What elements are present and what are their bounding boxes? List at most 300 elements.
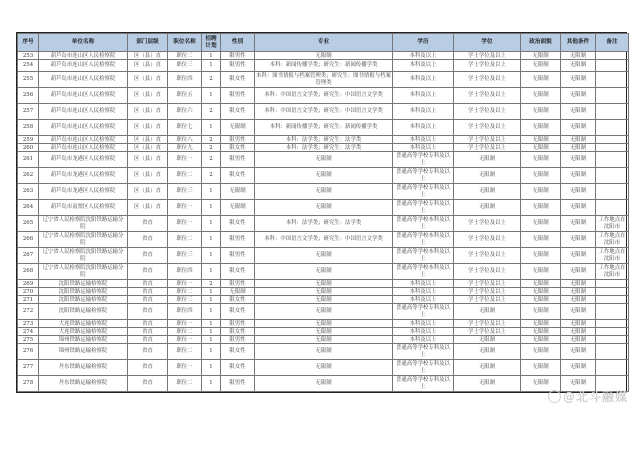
cell-unit-name: 葫芦岛市龙港区人民检察院 bbox=[39, 168, 128, 184]
cell-major: 本科：法学类；研究生：法学类 bbox=[255, 216, 393, 232]
cell-political-status: 无限制 bbox=[521, 336, 561, 344]
cell-education: 本科及以上 bbox=[393, 72, 454, 88]
cell-unit-name: 葫芦岛市连山区人民检察院 bbox=[39, 52, 128, 60]
cell-degree: 学士学位及以上 bbox=[454, 264, 521, 280]
cell-remarks bbox=[596, 328, 629, 336]
cell-position-name: 职位二 bbox=[168, 376, 202, 392]
cell-recruit-plan: 2 bbox=[202, 72, 221, 88]
cell-recruit-plan: 1 bbox=[202, 264, 221, 280]
cell-department-level: 区（县）直 bbox=[128, 200, 168, 216]
cell-other-conditions: 无限制 bbox=[561, 184, 596, 200]
cell-department-level: 区（县）直 bbox=[128, 184, 168, 200]
cell-department-level: 省直 bbox=[128, 248, 168, 264]
cell-position-name: 职位二 bbox=[168, 168, 202, 184]
cell-other-conditions: 无限制 bbox=[561, 152, 596, 168]
cell-recruit-plan: 2 bbox=[202, 144, 221, 152]
cell-position-name: 职位三 bbox=[168, 60, 202, 72]
table-row bbox=[18, 344, 629, 360]
header-unit-name: 单位名称 bbox=[39, 34, 128, 52]
cell-education: 普通高等学校本科及以上 bbox=[393, 248, 454, 264]
cell-degree: 无限制 bbox=[454, 336, 521, 344]
cell-unit-name: 锦州铁路运输检察院 bbox=[39, 336, 128, 344]
cell-major: 无限制 bbox=[255, 344, 393, 360]
cell-political-status: 无限制 bbox=[521, 88, 561, 104]
cell-gender: 无限制 bbox=[221, 200, 255, 216]
cell-position-name: 职位一 bbox=[168, 360, 202, 376]
cell-education: 普通高等学校本科及以上 bbox=[393, 216, 454, 232]
cell-department-level: 区（县）直 bbox=[128, 144, 168, 152]
header-other-conditions: 其他条件 bbox=[561, 34, 596, 52]
cell-political-status: 无限制 bbox=[521, 320, 561, 328]
cell-political-status: 无限制 bbox=[521, 280, 561, 288]
cell-serial-no: 263 bbox=[18, 184, 39, 200]
cell-political-status: 无限制 bbox=[521, 344, 561, 360]
table-row bbox=[18, 264, 629, 280]
cell-major: 本科：图书情报与档案管理类；研究生：图书情报与档案管理类 bbox=[256, 72, 391, 86]
cell-degree: 学士学位及以上 bbox=[454, 120, 521, 136]
cell-gender: 限男性 bbox=[221, 88, 255, 104]
cell-unit-name: 沈阳铁路运输检察院 bbox=[39, 304, 128, 320]
cell-recruit-plan: 1 bbox=[202, 52, 221, 60]
cell-serial-no: 275 bbox=[18, 336, 39, 344]
cell-recruit-plan: 1 bbox=[202, 88, 221, 104]
table-row bbox=[18, 336, 629, 344]
cell-degree: 学士学位及以上 bbox=[454, 136, 521, 144]
cell-gender: 限女性 bbox=[221, 328, 255, 336]
watermark-text: @北斗融媒 bbox=[562, 390, 628, 404]
cell-unit-name: 葫芦岛市龙港区人民检察院 bbox=[39, 184, 128, 200]
cell-recruit-plan: 1 bbox=[202, 376, 221, 392]
cell-other-conditions: 无限制 bbox=[561, 336, 596, 344]
cell-recruit-plan: 1 bbox=[202, 296, 221, 304]
cell-department-level: 区（县）直 bbox=[128, 60, 168, 72]
cell-political-status: 无限制 bbox=[521, 152, 561, 168]
cell-position-name: 职位九 bbox=[168, 144, 202, 152]
cell-remarks bbox=[596, 304, 629, 320]
cell-political-status: 无限制 bbox=[521, 168, 561, 184]
cell-position-name: 职位七 bbox=[168, 120, 202, 136]
cell-serial-no: 260 bbox=[18, 144, 39, 152]
cell-position-name: 职位五 bbox=[168, 88, 202, 104]
cell-remarks bbox=[596, 168, 629, 184]
cell-department-level: 省直 bbox=[128, 336, 168, 344]
cell-position-name: 职位二 bbox=[168, 328, 202, 336]
cell-education: 本科及以上 bbox=[393, 88, 454, 104]
cell-recruit-plan: 1 bbox=[202, 288, 221, 296]
cell-other-conditions: 无限制 bbox=[561, 72, 596, 88]
cell-recruit-plan: 1 bbox=[202, 360, 221, 376]
cell-recruit-plan: 1 bbox=[202, 344, 221, 360]
cell-degree: 学士学位及以上 bbox=[454, 288, 521, 296]
cell-remarks bbox=[596, 136, 629, 144]
header-gender: 性别 bbox=[221, 34, 255, 52]
cell-major: 无限制 bbox=[255, 296, 393, 304]
cell-major: 本科：新闻传播学类；研究生：新闻传播学类 bbox=[255, 60, 393, 72]
cell-degree: 学士学位及以上 bbox=[454, 280, 521, 288]
cell-department-level: 省直 bbox=[128, 344, 168, 360]
cell-department-level: 省直 bbox=[128, 320, 168, 328]
cell-degree: 学士学位及以上 bbox=[454, 52, 521, 60]
cell-major: 无限制 bbox=[255, 264, 393, 280]
cell-education: 普通高等学校专科及以上 bbox=[393, 344, 454, 360]
cell-degree: 学士学位及以上 bbox=[454, 248, 521, 264]
cell-recruit-plan: 1 bbox=[202, 304, 221, 320]
cell-other-conditions: 无限制 bbox=[561, 200, 596, 216]
cell-major: 无限制 bbox=[255, 200, 393, 216]
cell-remarks bbox=[596, 184, 629, 200]
cell-political-status: 无限制 bbox=[521, 120, 561, 136]
table-row bbox=[18, 296, 629, 304]
cell-remarks bbox=[596, 360, 629, 376]
cell-major: 无限制 bbox=[255, 52, 393, 60]
cell-remarks bbox=[596, 152, 629, 168]
cell-education: 本科及以上 bbox=[393, 280, 454, 288]
cell-recruit-plan: 2 bbox=[202, 136, 221, 144]
cell-political-status: 无限制 bbox=[521, 376, 561, 392]
cell-political-status: 无限制 bbox=[521, 304, 561, 320]
cell-gender: 限女性 bbox=[221, 72, 255, 88]
header-education: 学历 bbox=[393, 34, 454, 52]
table-row bbox=[18, 200, 629, 216]
cell-education: 本科及以上 bbox=[393, 288, 454, 296]
cell-other-conditions: 无限制 bbox=[561, 288, 596, 296]
cell-major: 本科：新闻传播学类；研究生：新闻传播学类 bbox=[255, 120, 393, 136]
cell-gender: 限女性 bbox=[221, 144, 255, 152]
cell-recruit-plan: 1 bbox=[202, 60, 221, 72]
cell-remarks bbox=[596, 336, 629, 344]
table-row bbox=[18, 216, 629, 232]
cell-unit-name: 丹东铁路运输检察院 bbox=[39, 360, 128, 376]
paw-logo-icon bbox=[548, 390, 561, 403]
cell-department-level: 区（县）直 bbox=[128, 72, 168, 88]
recruitment-table-sheet bbox=[16, 32, 627, 393]
cell-position-name: 职位三 bbox=[168, 296, 202, 304]
cell-other-conditions: 无限制 bbox=[561, 136, 596, 144]
cell-degree: 无限制 bbox=[454, 152, 521, 168]
header-department-level: 部门层级 bbox=[128, 34, 168, 52]
cell-political-status: 无限制 bbox=[521, 184, 561, 200]
cell-unit-name: 沈阳铁路运输检察院 bbox=[39, 280, 128, 288]
cell-position-name: 职位二 bbox=[168, 344, 202, 360]
cell-political-status: 无限制 bbox=[521, 232, 561, 248]
cell-unit-name: 葫芦岛市龙港区人民检察院 bbox=[39, 152, 128, 168]
cell-education: 普通高等学校专科及以上 bbox=[393, 304, 454, 320]
cell-unit-name: 葫芦岛市连山区人民检察院 bbox=[39, 104, 128, 120]
cell-recruit-plan: 1 bbox=[202, 248, 221, 264]
cell-degree: 学士学位及以上 bbox=[454, 88, 521, 104]
cell-education: 本科及以上 bbox=[393, 336, 454, 344]
cell-recruit-plan: 2 bbox=[202, 280, 221, 288]
table-row bbox=[18, 248, 629, 264]
cell-remarks bbox=[596, 60, 629, 72]
cell-education: 本科及以上 bbox=[393, 144, 454, 152]
cell-serial-no: 255 bbox=[18, 72, 39, 88]
cell-department-level: 区（县）直 bbox=[128, 168, 168, 184]
cell-serial-no: 268 bbox=[18, 264, 39, 280]
cell-remarks bbox=[596, 104, 629, 120]
cell-other-conditions: 无限制 bbox=[561, 120, 596, 136]
cell-position-name: 职位一 bbox=[168, 200, 202, 216]
cell-major: 无限制 bbox=[255, 280, 393, 288]
table-row bbox=[18, 328, 629, 336]
cell-gender: 限男性 bbox=[221, 52, 255, 60]
table-header-row bbox=[18, 34, 629, 52]
cell-education: 本科及以上 bbox=[393, 60, 454, 72]
cell-position-name: 职位三 bbox=[168, 248, 202, 264]
cell-major: 无限制 bbox=[255, 248, 393, 264]
table-body bbox=[18, 52, 629, 392]
cell-department-level: 省直 bbox=[128, 280, 168, 288]
cell-other-conditions: 无限制 bbox=[561, 168, 596, 184]
cell-department-level: 区（县）直 bbox=[128, 104, 168, 120]
cell-recruit-plan: 2 bbox=[202, 152, 221, 168]
cell-remarks: 工作地点在沈阳市 bbox=[596, 216, 629, 232]
cell-serial-no: 262 bbox=[18, 168, 39, 184]
cell-unit-name: 辽宁省人民检察院沈阳铁路运输分院 bbox=[39, 264, 128, 280]
cell-gender: 限男性 bbox=[221, 152, 255, 168]
cell-department-level: 区（县）直 bbox=[128, 52, 168, 60]
cell-political-status: 无限制 bbox=[521, 248, 561, 264]
cell-remarks bbox=[596, 280, 629, 288]
table-row bbox=[18, 288, 629, 296]
cell-major: 无限制 bbox=[255, 168, 393, 184]
cell-degree: 无限制 bbox=[454, 200, 521, 216]
cell-major: 无限制 bbox=[255, 288, 393, 296]
cell-degree: 学士学位及以上 bbox=[454, 72, 521, 88]
header-major: 专业 bbox=[255, 34, 393, 52]
cell-gender: 限女性 bbox=[221, 168, 255, 184]
cell-unit-name: 葫芦岛市连山区人民检察院 bbox=[39, 72, 128, 88]
cell-remarks bbox=[596, 88, 629, 104]
cell-department-level: 区（县）直 bbox=[128, 88, 168, 104]
recruitment-table bbox=[17, 33, 629, 392]
table-row bbox=[18, 136, 629, 144]
cell-other-conditions: 无限制 bbox=[561, 280, 596, 288]
cell-political-status: 无限制 bbox=[521, 104, 561, 120]
cell-serial-no: 253 bbox=[18, 52, 39, 60]
cell-position-name: 职位一 bbox=[168, 152, 202, 168]
cell-department-level: 省直 bbox=[128, 216, 168, 232]
cell-serial-no: 273 bbox=[18, 320, 39, 328]
cell-unit-name: 大连铁路运输检察院 bbox=[39, 320, 128, 328]
cell-political-status: 无限制 bbox=[521, 288, 561, 296]
cell-recruit-plan: 1 bbox=[202, 320, 221, 328]
cell-recruit-plan: 2 bbox=[202, 104, 221, 120]
header-political-status: 政治面貌 bbox=[521, 34, 561, 52]
cell-degree: 学士学位及以上 bbox=[454, 320, 521, 328]
cell-department-level: 省直 bbox=[128, 232, 168, 248]
cell-degree: 学士学位及以上 bbox=[454, 216, 521, 232]
cell-serial-no: 269 bbox=[18, 280, 39, 288]
cell-gender: 限女性 bbox=[221, 296, 255, 304]
cell-degree: 学士学位及以上 bbox=[454, 104, 521, 120]
cell-remarks bbox=[596, 120, 629, 136]
table-row bbox=[18, 60, 629, 72]
cell-degree: 学士学位及以上 bbox=[454, 144, 521, 152]
cell-major: 本科：法学类；研究生：法学类 bbox=[255, 136, 393, 144]
cell-unit-name: 辽宁省人民检察院沈阳铁路运输分院 bbox=[39, 248, 128, 264]
cell-gender: 限男性 bbox=[221, 376, 255, 392]
cell-political-status: 无限制 bbox=[521, 144, 561, 152]
cell-other-conditions: 无限制 bbox=[561, 248, 596, 264]
cell-other-conditions: 无限制 bbox=[561, 216, 596, 232]
table-row bbox=[18, 72, 629, 88]
cell-other-conditions: 无限制 bbox=[561, 144, 596, 152]
cell-other-conditions: 无限制 bbox=[561, 232, 596, 248]
cell-gender: 无限制 bbox=[221, 184, 255, 200]
table-row bbox=[18, 120, 629, 136]
cell-education: 普通高等学校专科及以上 bbox=[393, 184, 454, 200]
cell-political-status: 无限制 bbox=[521, 52, 561, 60]
cell-other-conditions: 无限制 bbox=[561, 304, 596, 320]
cell-major: 无限制 bbox=[255, 320, 393, 328]
header-remarks: 备注 bbox=[596, 34, 629, 52]
cell-remarks: 工作地点在沈阳市 bbox=[596, 264, 629, 280]
cell-education: 普通高等学校专科及以上 bbox=[393, 360, 454, 376]
cell-degree: 学士学位及以上 bbox=[454, 328, 521, 336]
cell-department-level: 省直 bbox=[128, 360, 168, 376]
cell-major: 无限制 bbox=[255, 184, 393, 200]
table-row bbox=[18, 144, 629, 152]
cell-unit-name: 沈阳铁路运输检察院 bbox=[39, 296, 128, 304]
cell-position-name: 职位三 bbox=[168, 184, 202, 200]
cell-major: 无限制 bbox=[255, 336, 393, 344]
cell-serial-no: 257 bbox=[18, 104, 39, 120]
cell-serial-no: 265 bbox=[18, 216, 39, 232]
cell-major: 无限制 bbox=[255, 376, 393, 392]
cell-department-level: 省直 bbox=[128, 296, 168, 304]
cell-political-status: 无限制 bbox=[521, 72, 561, 88]
cell-unit-name: 葫芦岛市连山区人民检察院 bbox=[39, 120, 128, 136]
table-row bbox=[18, 232, 629, 248]
cell-major: 无限制 bbox=[255, 328, 393, 336]
cell-remarks bbox=[596, 200, 629, 216]
cell-other-conditions: 无限制 bbox=[561, 320, 596, 328]
cell-serial-no: 254 bbox=[18, 60, 39, 72]
cell-unit-name: 葫芦岛市连山区人民检察院 bbox=[39, 60, 128, 72]
table-row bbox=[18, 168, 629, 184]
table-row bbox=[18, 52, 629, 60]
cell-unit-name: 葫芦岛市南票区人民检察院 bbox=[39, 200, 128, 216]
cell-serial-no: 277 bbox=[18, 360, 39, 376]
cell-gender: 限男性 bbox=[221, 336, 255, 344]
table-row bbox=[18, 184, 629, 200]
cell-education: 本科及以上 bbox=[393, 320, 454, 328]
cell-education: 普通高等学校专科及以上 bbox=[393, 168, 454, 184]
cell-political-status: 无限制 bbox=[521, 200, 561, 216]
table-row bbox=[18, 320, 629, 328]
cell-serial-no: 271 bbox=[18, 296, 39, 304]
cell-recruit-plan: 1 bbox=[202, 200, 221, 216]
cell-serial-no: 259 bbox=[18, 136, 39, 144]
cell-serial-no: 278 bbox=[18, 376, 39, 392]
cell-department-level: 区（县）直 bbox=[128, 152, 168, 168]
cell-education: 普通高等学校专科及以上 bbox=[393, 376, 454, 392]
cell-degree: 无限制 bbox=[454, 344, 521, 360]
cell-education: 普通高等学校专科及以上 bbox=[393, 152, 454, 168]
cell-position-name: 职位二 bbox=[168, 52, 202, 60]
cell-other-conditions: 无限制 bbox=[561, 88, 596, 104]
cell-other-conditions: 无限制 bbox=[561, 344, 596, 360]
cell-major: 本科：法学类；研究生：法学类 bbox=[255, 144, 393, 152]
cell-remarks bbox=[596, 288, 629, 296]
cell-position-name: 职位四 bbox=[168, 72, 202, 88]
cell-remarks bbox=[596, 72, 629, 88]
cell-major: 无限制 bbox=[255, 360, 393, 376]
cell-position-name: 职位四 bbox=[168, 264, 202, 280]
cell-recruit-plan: 1 bbox=[202, 328, 221, 336]
cell-political-status: 无限制 bbox=[521, 360, 561, 376]
table-row bbox=[18, 360, 629, 376]
cell-education: 普通高等学校本科及以上 bbox=[393, 264, 454, 280]
header-recruit-plan: 招聘计划 bbox=[202, 34, 221, 52]
cell-gender: 限男性 bbox=[221, 136, 255, 144]
cell-degree: 无限制 bbox=[454, 184, 521, 200]
table-row bbox=[18, 304, 629, 320]
cell-serial-no: 264 bbox=[18, 200, 39, 216]
cell-serial-no: 270 bbox=[18, 288, 39, 296]
header-degree: 学位 bbox=[454, 34, 521, 52]
cell-recruit-plan: 2 bbox=[202, 168, 221, 184]
cell-degree: 无限制 bbox=[454, 360, 521, 376]
cell-serial-no: 267 bbox=[18, 248, 39, 264]
cell-political-status: 无限制 bbox=[521, 296, 561, 304]
cell-department-level: 省直 bbox=[128, 304, 168, 320]
cell-serial-no: 276 bbox=[18, 344, 39, 360]
cell-gender: 限女性 bbox=[221, 360, 255, 376]
cell-unit-name: 葫芦岛市连山区人民检察院 bbox=[39, 136, 128, 144]
cell-unit-name: 辽宁省人民检察院沈阳铁路运输分院 bbox=[39, 216, 128, 232]
cell-political-status: 无限制 bbox=[521, 216, 561, 232]
table-row bbox=[18, 104, 629, 120]
cell-recruit-plan: 1 bbox=[202, 232, 221, 248]
table-row bbox=[18, 88, 629, 104]
table-row bbox=[18, 152, 629, 168]
cell-major: 本科：中国语言文学类；研究生：中国语言文学类 bbox=[255, 232, 393, 248]
cell-remarks bbox=[596, 52, 629, 60]
cell-unit-name: 葫芦岛市连山区人民检察院 bbox=[39, 88, 128, 104]
cell-other-conditions: 无限制 bbox=[561, 360, 596, 376]
cell-position-name: 职位一 bbox=[168, 336, 202, 344]
cell-position-name: 职位八 bbox=[168, 136, 202, 144]
cell-serial-no: 261 bbox=[18, 152, 39, 168]
cell-gender: 限女性 bbox=[221, 216, 255, 232]
cell-department-level: 省直 bbox=[128, 376, 168, 392]
cell-remarks: 工作地点在沈阳市 bbox=[596, 248, 629, 264]
cell-education: 本科及以上 bbox=[393, 328, 454, 336]
cell-gender: 限女性 bbox=[221, 104, 255, 120]
cell-gender: 限女性 bbox=[221, 304, 255, 320]
table-row bbox=[18, 376, 629, 392]
cell-other-conditions: 无限制 bbox=[561, 60, 596, 72]
cell-position-name: 职位一 bbox=[168, 280, 202, 288]
cell-education: 本科及以上 bbox=[393, 136, 454, 144]
cell-unit-name: 沈阳铁路运输检察院 bbox=[39, 288, 128, 296]
header-position-name: 职位名称 bbox=[168, 34, 202, 52]
cell-gender: 限男性 bbox=[221, 320, 255, 328]
cell-department-level: 省直 bbox=[128, 264, 168, 280]
cell-position-name: 职位一 bbox=[168, 216, 202, 232]
cell-degree: 无限制 bbox=[454, 376, 521, 392]
cell-gender: 限男性 bbox=[221, 60, 255, 72]
watermark bbox=[548, 388, 628, 405]
cell-other-conditions: 无限制 bbox=[561, 104, 596, 120]
cell-remarks bbox=[596, 296, 629, 304]
cell-department-level: 区（县）直 bbox=[128, 120, 168, 136]
cell-gender: 限女性 bbox=[221, 344, 255, 360]
cell-unit-name: 大连铁路运输检察院 bbox=[39, 328, 128, 336]
cell-serial-no: 266 bbox=[18, 232, 39, 248]
